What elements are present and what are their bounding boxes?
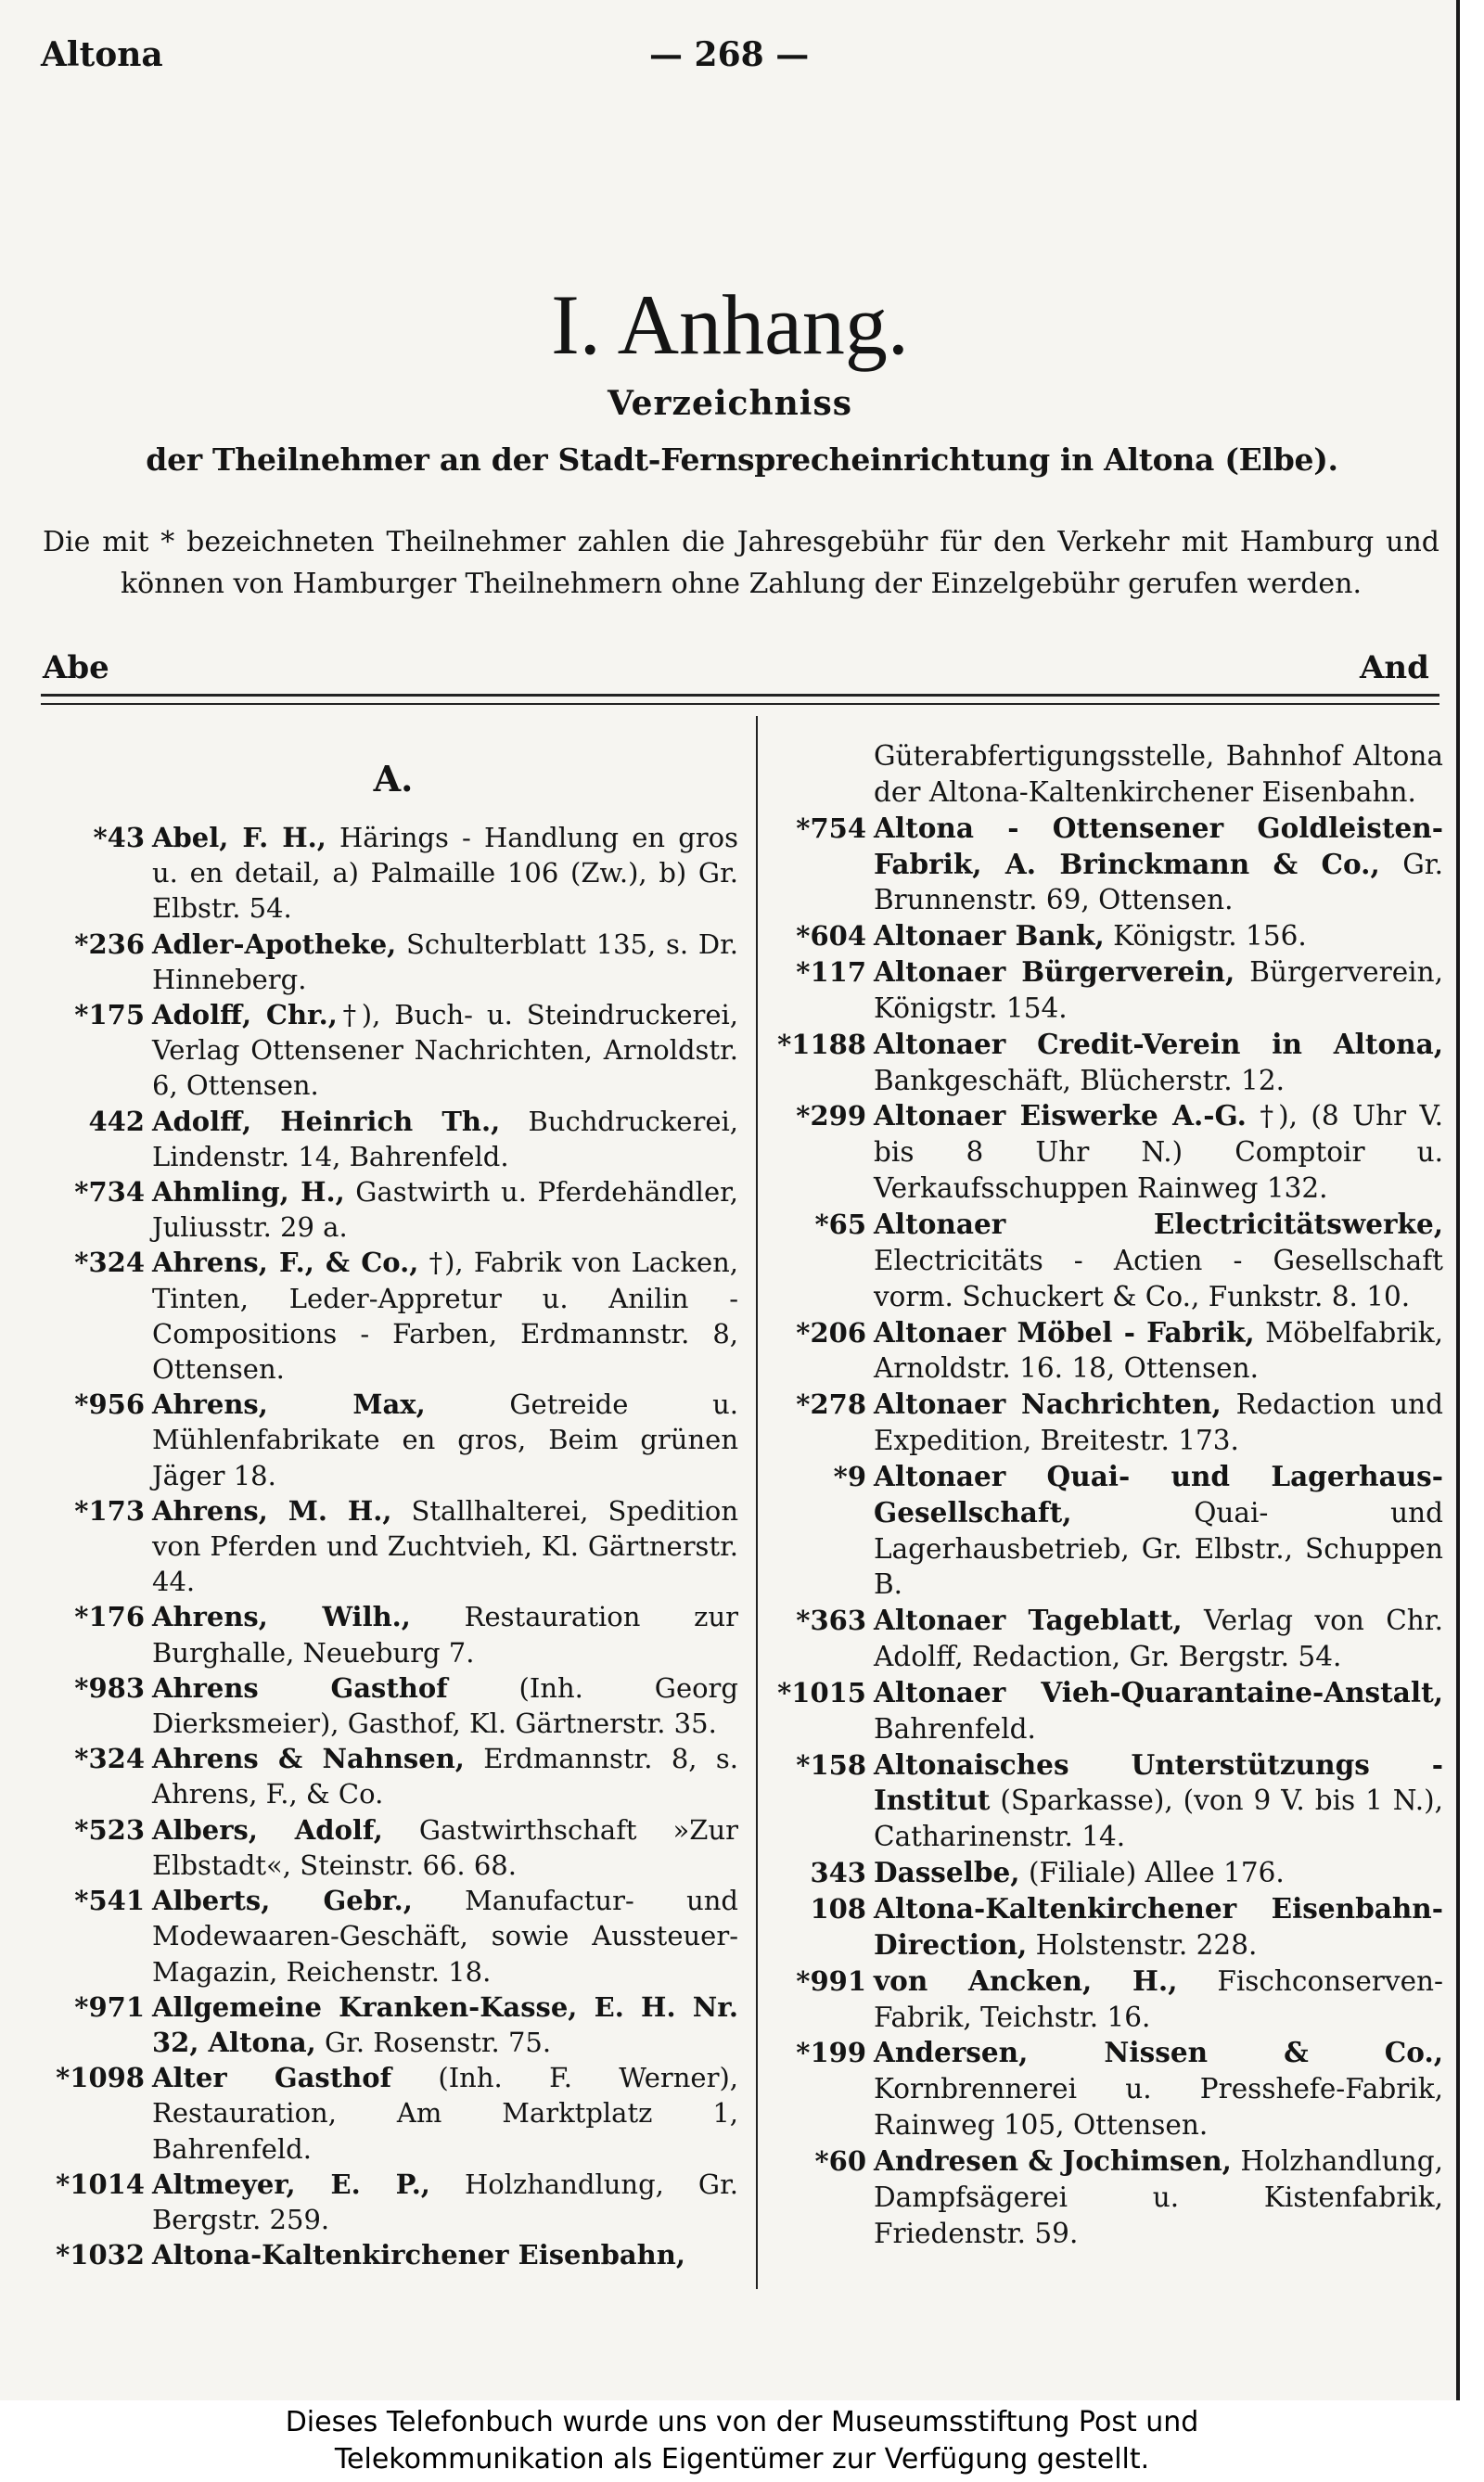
entry-name: Altonaisches Unterstützungs - Institut <box>874 1747 1443 1817</box>
directory-entry <box>48 820 738 927</box>
entry-details: Gastwirthschaft »Zur Elbstadt«, Steinstr. 66. 68. <box>152 1813 738 1881</box>
directory-entry <box>768 1603 1443 1675</box>
entry-details: Fischconserven-Fabrik, Teichstr. 16. <box>874 1964 1443 2033</box>
entry-name: Altona - Ottensener Goldleisten-Fabrik, A. Brinckmann & Co., <box>874 811 1443 880</box>
entry-phone-number: *206 <box>796 1316 866 1349</box>
entry-name: Ahrens, Wilh., <box>152 1601 411 1633</box>
entry-phone-number: *176 <box>74 1601 145 1633</box>
entry-details: Schulterblatt 135, s. Dr. Hinneberg. <box>152 928 738 995</box>
entry-details: Gastwirth u. Pferdehändler, Juliusstr. 29 a. <box>152 1176 738 1244</box>
header-rule-double <box>41 703 1439 705</box>
entry-text <box>874 1027 1443 1099</box>
entry-name: Adler-Apotheke, <box>152 928 397 960</box>
guide-word-left: Abe <box>43 649 109 686</box>
entry-text <box>152 1387 738 1493</box>
entry-text <box>874 811 1443 919</box>
entry-phone-number: *175 <box>74 999 145 1031</box>
entry-details: Buchdruckerei, Lindenstr. 14, Bahrenfeld. <box>152 1105 738 1172</box>
entry-name: Dasselbe, <box>874 1856 1020 1889</box>
entry-name: Altonaer Bank, <box>874 919 1105 953</box>
entry-phone-number: *1032 <box>56 2239 145 2271</box>
entry-name: Albers, Adolf, <box>152 1813 383 1846</box>
entry-details: Kornbrennerei u. Presshefe-Fabrik, Rainweg 105, Ottensen. <box>874 2073 1443 2142</box>
entry-details: Holstenstr. 228. <box>1027 1928 1258 1961</box>
directory-entry <box>48 1245 738 1387</box>
entry-name: Abel, F. H., <box>152 822 326 853</box>
entry-details: Gr. Brunnenstr. 69, Ottensen. <box>874 848 1443 916</box>
column-divider <box>756 716 758 2289</box>
entry-text <box>152 1599 738 1670</box>
entry-text <box>152 1741 738 1811</box>
directory-entry <box>768 954 1443 1027</box>
entry-text <box>152 927 738 997</box>
entry-details: Härings - Handlung en gros u. en detail, a) Palmaille 106 (Zw.), b) Gr. Elbstr. 54. <box>152 822 738 925</box>
entry-text <box>152 997 738 1104</box>
entry-name: Altonaer Credit-Verein in Altona, <box>874 1027 1443 1060</box>
entry-phone-number: *199 <box>796 2037 866 2069</box>
entry-phone-number: *173 <box>74 1494 145 1527</box>
entry-text <box>874 1098 1443 1207</box>
directory-entry <box>48 1493 738 1600</box>
entry-phone-number: *1098 <box>56 2062 145 2094</box>
running-head-city: Altona <box>41 35 163 74</box>
directory-heading: Verzeichniss <box>608 384 852 423</box>
entry-phone-number: *324 <box>74 1743 145 1775</box>
entry-text <box>874 2035 1443 2143</box>
entry-text <box>152 1104 738 1174</box>
entry-phone-number: *299 <box>796 1100 866 1132</box>
entry-name: Altona-Kaltenkirchener Eisenbahn, <box>152 2239 685 2271</box>
entry-phone-number: *43 <box>93 822 145 853</box>
entry-phone-number: *1014 <box>56 2168 145 2200</box>
entry-text <box>874 1207 1443 1315</box>
entry-text <box>874 1855 1443 1891</box>
entry-text <box>874 1315 1443 1388</box>
left-column <box>48 738 738 2272</box>
entry-details: Bahrenfeld. <box>874 1712 1036 1745</box>
directory-entry <box>48 1599 738 1670</box>
entry-list-left <box>48 820 738 2272</box>
entry-phone-number: *734 <box>74 1176 145 1209</box>
directory-entry <box>48 1387 738 1493</box>
entry-name: Allgemeine Kranken-Kasse, E. H. Nr. 32, Altona, <box>152 1990 738 2058</box>
entry-details: †), Buch- u. Steindruckerei, Verlag Ottensener Nachrichten, Arnoldstr. 6, Ottensen. <box>152 999 738 1102</box>
entry-text <box>874 918 1443 954</box>
directory-entry <box>768 1855 1443 1891</box>
entry-name: Altonaer Electricitätswerke, <box>874 1207 1443 1240</box>
entry-details: †), Fabrik von Lacken, Tinten, Leder-Appretur u. Anilin - Compositions - Farben, Erdmannstr. 8, Ottensen. <box>152 1247 738 1386</box>
entry-name: Ahrens, Max, <box>152 1388 426 1421</box>
directory-entry <box>48 1741 738 1811</box>
entry-name: Altonaer Bürgerverein, <box>874 955 1235 989</box>
directory-entry <box>48 1883 738 1989</box>
entry-name: Altonaer Quai- und Lagerhaus-Gesellschaft, <box>874 1459 1443 1529</box>
entry-name: Adolff, Heinrich Th., <box>152 1105 501 1137</box>
directory-entry <box>768 1315 1443 1388</box>
entry-name: von Ancken, H., <box>874 1964 1178 1997</box>
entry-text <box>874 954 1443 1027</box>
entry-details: Bankgeschäft, Blücherstr. 12. <box>874 1064 1285 1096</box>
entry-text <box>152 820 738 927</box>
page-number: — 268 — <box>649 35 810 74</box>
entry-phone-number: *541 <box>74 1885 145 1917</box>
intro-paragraph: Die mit * bezeichneten Theilnehmer zahlen die Jahresgebühr für den Verkehr mit Hamburg und können von Hamburger Theilnehmern ohne Zahlung der Einzelgebühr gerufen werden. <box>43 526 1439 600</box>
entry-text <box>152 1174 738 1245</box>
entry-name: Alberts, Gebr., <box>152 1885 413 1917</box>
entry-text <box>152 1989 738 2060</box>
entry-text <box>874 1964 1443 2036</box>
entry-text <box>874 1387 1443 1459</box>
entry-text <box>152 2060 738 2167</box>
entry-phone-number: *324 <box>74 1247 145 1279</box>
entry-details: Holzhandlung, Gr. Bergstr. 259. <box>152 2168 738 2235</box>
entry-text <box>874 1675 1443 1747</box>
footer-line-2: Telekommunikation als Eigentümer zur Verfügung gestellt. <box>334 2443 1150 2476</box>
entry-phone-number: *1015 <box>777 1676 866 1708</box>
entry-details: Quai- und Lagerhausbetrieb, Gr. Elbstr., Schuppen B. <box>874 1496 1443 1601</box>
directory-entry <box>48 2237 738 2272</box>
entry-name: Andresen & Jochimsen, <box>874 2143 1232 2177</box>
entry-text <box>874 1747 1443 1856</box>
entry-name: Ahmling, H., <box>152 1176 345 1209</box>
entry-text <box>874 1891 1443 1964</box>
entry-phone-number: *523 <box>74 1813 145 1846</box>
directory-entry <box>48 1989 738 2060</box>
entry-name: Adolff, Chr., <box>152 999 338 1031</box>
entry-phone-number: *363 <box>796 1605 866 1637</box>
section-title: I. Anhang. <box>551 277 909 372</box>
footer-notice <box>0 2400 1484 2482</box>
directory-entry <box>768 918 1443 954</box>
directory-entry <box>768 1964 1443 2036</box>
entry-details: Redaction und Expedition, Breitestr. 173. <box>874 1388 1443 1457</box>
directory-entry <box>48 1174 738 1245</box>
entry-details: Electricitäts - Actien - Gesellschaft vorm. Schuckert & Co., Funkstr. 8. 10. <box>874 1244 1443 1312</box>
entry-name: Ahrens Gasthof <box>152 1671 448 1704</box>
entry-text <box>152 2167 738 2237</box>
directory-entry <box>768 811 1443 919</box>
directory-entry <box>48 1812 738 1883</box>
entry-name: Ahrens, M. H., <box>152 1494 392 1527</box>
directory-entry <box>768 1387 1443 1459</box>
entry-text <box>874 1603 1443 1675</box>
directory-entry <box>768 1891 1443 1964</box>
entry-phone-number: *754 <box>796 812 866 844</box>
directory-entry <box>768 1207 1443 1315</box>
directory-entry <box>768 1675 1443 1747</box>
entry-phone-number: *991 <box>796 1964 866 1997</box>
directory-entry <box>48 927 738 997</box>
entry-phone-number: *604 <box>796 920 866 953</box>
entry-phone-number: *956 <box>74 1388 145 1421</box>
entry-phone-number: *236 <box>74 928 145 960</box>
entry-details: (Filiale) Allee 176. <box>1019 1857 1285 1889</box>
entry-details: Holzhandlung, Dampfsägerei u. Kistenfabrik, Friedenstr. 59. <box>874 2144 1443 2249</box>
entry-phone-number: *971 <box>74 1990 145 2023</box>
entry-phone-number: *278 <box>796 1388 866 1421</box>
entry-text <box>152 1245 738 1387</box>
entry-phone-number: 108 <box>810 1893 866 1925</box>
entry-name: Alter Gasthof <box>152 2062 392 2094</box>
footer-line-1: Dieses Telefonbuch wurde uns von der Museumsstiftung Post und <box>285 2406 1199 2438</box>
entry-name: Altmeyer, E. P., <box>152 2168 430 2200</box>
entry-details: (Inh. F. Werner), Restauration, Am Marktplatz 1, Bahrenfeld. <box>152 2062 738 2165</box>
entry-phone-number: 442 <box>88 1105 145 1137</box>
entry-name: Ahrens & Nahnsen, <box>152 1743 465 1775</box>
directory-entry <box>48 997 738 1104</box>
directory-subheading: der Theilnehmer an der Stadt-Fernsprecheinrichtung in Altona (Elbe). <box>146 441 1338 478</box>
entry-details: Erdmannstr. 8, s. Ahrens, F., & Co. <box>152 1743 738 1810</box>
entry-name: Andersen, Nissen & Co., <box>874 2036 1443 2069</box>
entry-phone-number: *9 <box>833 1460 866 1492</box>
entry-phone-number: *983 <box>74 1671 145 1704</box>
entry-details: †), (8 Uhr V. bis 8 Uhr N.) Comptoir u. Verkaufsschuppen Rainweg 132. <box>874 1100 1443 1205</box>
header-rule <box>41 694 1439 697</box>
entry-text <box>152 2237 738 2272</box>
entry-details: Königstr. 156. <box>1104 920 1307 953</box>
entry-details: (Inh. Georg Dierksmeier), Gasthof, Kl. Gärtnerstr. 35. <box>152 1671 738 1740</box>
entry-phone-number: *117 <box>796 956 866 989</box>
guide-word-right: And <box>1360 649 1429 686</box>
entry-details: Getreide u. Mühlenfabrikate en gros, Beim grünen Jäger 18. <box>152 1388 738 1491</box>
directory-entry <box>768 2143 1443 2252</box>
directory-entry <box>48 2060 738 2167</box>
entry-name: Altonaer Tageblatt, <box>874 1604 1183 1637</box>
entry-details: (Sparkasse), (von 9 V. bis 1 N.), Catharinenstr. 14. <box>874 1785 1443 1853</box>
entry-name: Ahrens, F., & Co., <box>152 1247 419 1279</box>
directory-entry <box>768 1747 1443 1856</box>
entry-phone-number: *158 <box>796 1748 866 1781</box>
entry-details: Stallhalterei, Spedition von Pferden und Zuchtvieh, Kl. Gärtnerstr. 44. <box>152 1494 738 1598</box>
entry-details: Gr. Rosenstr. 75. <box>315 2026 552 2058</box>
entry-details: Bürgerverein, Königstr. 154. <box>874 956 1443 1024</box>
directory-entry <box>768 1098 1443 1207</box>
section-letter: A. <box>373 758 414 800</box>
directory-entry <box>48 1670 738 1741</box>
entry-name: Altonaer Eiswerke A.-G. <box>874 1099 1247 1132</box>
right-column <box>768 738 1443 2251</box>
entry-text <box>152 1812 738 1883</box>
directory-entry <box>48 1104 738 1174</box>
entry-name: Altonaer Nachrichten, <box>874 1388 1222 1421</box>
entry-text <box>874 1459 1443 1603</box>
directory-entry <box>48 2167 738 2237</box>
entry-text <box>874 2143 1443 2252</box>
entry-continuation: Güterabfertigungsstelle, Bahnhof Altona der Altona-Kaltenkirchener Eisenbahn. <box>874 740 1443 808</box>
entry-text <box>152 1883 738 1989</box>
directory-entry <box>768 1027 1443 1099</box>
entry-details: Verlag von Chr. Adolff, Redaction, Gr. Bergstr. 54. <box>874 1605 1443 1673</box>
entry-phone-number: *65 <box>814 1208 866 1240</box>
entry-details: Manufactur- und Modewaaren-Geschäft, sowie Aussteuer-Magazin, Reichenstr. 18. <box>152 1885 738 1988</box>
entry-list-right <box>768 811 1443 2252</box>
directory-entry <box>768 1459 1443 1603</box>
entry-name: Altonaer Möbel - Fabrik, <box>874 1315 1255 1349</box>
entry-details: Möbelfabrik, Arnoldstr. 16. 18, Ottensen. <box>874 1316 1443 1385</box>
entry-name: Altonaer Vieh-Quarantaine-Anstalt, <box>874 1675 1443 1708</box>
entry-name: Altona-Kaltenkirchener Eisenbahn-Direction, <box>874 1892 1443 1961</box>
entry-phone-number: *1188 <box>777 1028 866 1060</box>
entry-text <box>152 1670 738 1741</box>
entry-text <box>152 1493 738 1600</box>
directory-entry <box>768 2035 1443 2143</box>
entry-phone-number: 343 <box>810 1857 866 1889</box>
entry-phone-number: *60 <box>814 2144 866 2177</box>
entry-details: Restauration zur Burghalle, Neueburg 7. <box>152 1601 738 1669</box>
